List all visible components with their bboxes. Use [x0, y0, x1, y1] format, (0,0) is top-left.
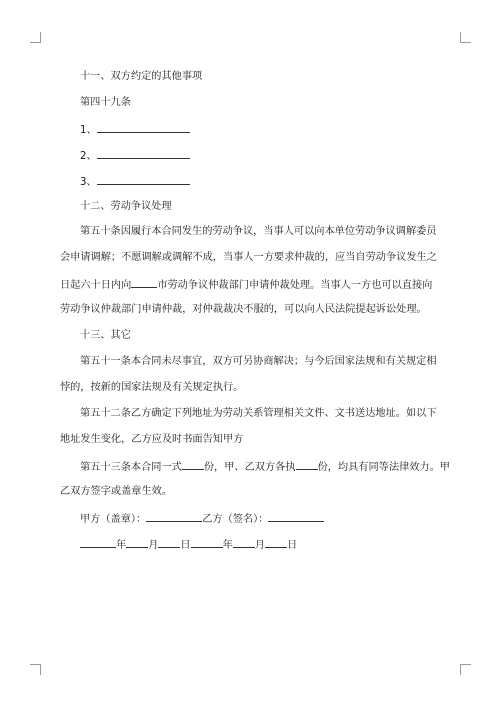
article-50-line-3: 日起六十日内向 市劳动争议仲裁部门申请仲裁处理。当事人一方也可以直接向: [60, 277, 432, 293]
blank-line: [158, 537, 180, 548]
year-label: 年: [116, 540, 127, 551]
list-item: [80, 122, 190, 138]
list-item-number: 1、: [80, 125, 97, 136]
section-13-heading: 十三、其它: [80, 330, 131, 341]
article-52-line-1: 第五十二条乙方确定下列地址为劳动关系管理相关文件、文书送达地址。如以下: [80, 408, 437, 419]
list-item: [80, 174, 190, 190]
blank-line: [97, 122, 190, 133]
article-49: 第四十九条: [80, 97, 131, 108]
blank-line: [265, 537, 287, 548]
date-line: [80, 537, 297, 553]
crop-mark-bottom-right: [460, 664, 471, 675]
party-b-blank: [268, 511, 324, 522]
blank-line: [97, 148, 190, 159]
section-12-heading: 十二、劳动争议处理: [80, 201, 172, 212]
article-52-line-2: 地址发生变化，乙方应及时书面告知甲方: [60, 434, 244, 445]
crop-mark-top-left: [30, 32, 41, 43]
blank-line: [296, 459, 318, 470]
article-50-line-2: 会申请调解；不愿调解或调解不成，当事人一方要求仲裁的，应当自劳动争议发生之: [60, 252, 437, 263]
year-label: 年: [222, 540, 233, 551]
list-item-number: 3、: [80, 177, 97, 188]
blank-line: [97, 174, 190, 185]
list-item-number: 2、: [80, 151, 97, 162]
blank-line: [131, 277, 157, 288]
month-label: 月: [148, 540, 159, 551]
section-11-heading: 十一、双方约定的其他事项: [80, 71, 203, 82]
article-53-line-1: 第五十三条本合同一式 份，甲、乙双方各执 份，均具有同等法律效力。甲: [80, 459, 450, 475]
party-a-blank: [146, 511, 202, 522]
crop-mark-top-right: [460, 32, 471, 43]
article-51-line-2: 悖的，按新的国家法规及有关规定执行。: [60, 382, 244, 393]
article-50-line-1: 第五十条因履行本合同发生的劳动争议，当事人可以向本单位劳动争议调解委员: [80, 226, 437, 237]
party-a-label: 甲方（盖章）：: [80, 514, 147, 525]
party-b-label: 乙方（签名）：: [202, 514, 269, 525]
blank-line: [126, 537, 148, 548]
blank-line: [80, 537, 116, 548]
list-item: [80, 148, 190, 164]
article-50-line-4: 劳动争议仲裁部门申请仲裁，对仲裁裁决不服的，可以向人民法院提起诉讼处理。: [60, 304, 427, 315]
article-51-line-1: 第五十一条本合同未尽事宜，双方可另协商解决；与今后国家法规和有关规定相: [80, 356, 437, 367]
article-53-line-2: 乙双方签字或盖章生效。: [60, 486, 173, 497]
blank-line: [233, 537, 255, 548]
month-label: 月: [254, 540, 265, 551]
signature-line: [80, 511, 324, 527]
crop-mark-bottom-left: [30, 664, 41, 675]
day-label: 日: [286, 540, 298, 551]
blank-line: [182, 459, 204, 470]
blank-line: [191, 537, 223, 548]
day-label: 日: [180, 540, 191, 551]
